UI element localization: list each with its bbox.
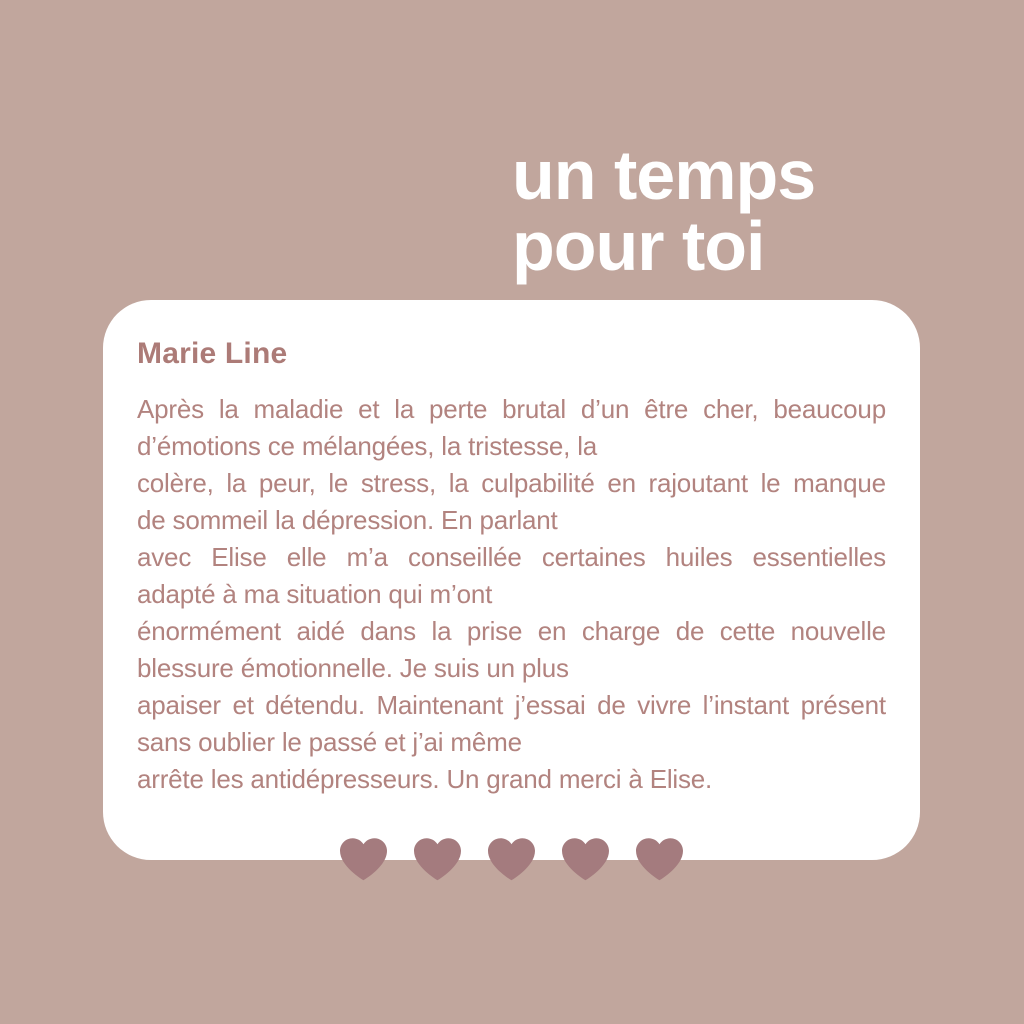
testimonial-text	[137, 391, 886, 798]
testimonial-line: blessure émotionnelle. Je suis un plus	[137, 653, 569, 683]
heart-icon	[414, 838, 461, 881]
testimonial-line: d’émotions ce mélangées, la tristesse, la	[137, 431, 598, 461]
brand-logo-line1: un temps	[512, 136, 816, 214]
testimonial-line: énormément aidé dans la prise en charge de cette nouvelle	[137, 616, 886, 646]
testimonial-card	[103, 300, 920, 860]
testimonial-line: arrête les antidépresseurs. Un grand merci à Elise.	[137, 764, 713, 794]
author-name: Marie Line	[137, 337, 288, 370]
testimonial-line: de sommeil la dépression. En parlant	[137, 505, 558, 535]
testimonial-line: adapté à ma situation qui m’ont	[137, 579, 493, 609]
testimonial-line: Après la maladie et la perte brutal d’un être cher, beaucoup	[137, 394, 886, 424]
heart-icon	[340, 838, 387, 881]
testimonial-line: sans oublier le passé et j’ai même	[137, 727, 522, 757]
hearts-row	[103, 838, 920, 881]
brand-logo-line2: pour toi	[512, 207, 765, 285]
testimonial-line: apaiser et détendu. Maintenant j’essai de vivre l’instant présent	[137, 690, 886, 720]
testimonial-line: colère, la peur, le stress, la culpabilité en rajoutant le manque	[137, 468, 886, 498]
heart-icon	[562, 838, 609, 881]
heart-icon	[636, 838, 683, 881]
heart-icon	[488, 838, 535, 881]
brand-logo	[512, 136, 816, 285]
testimonial-line: avec Elise elle m’a conseillée certaines huiles essentielles	[137, 542, 886, 572]
